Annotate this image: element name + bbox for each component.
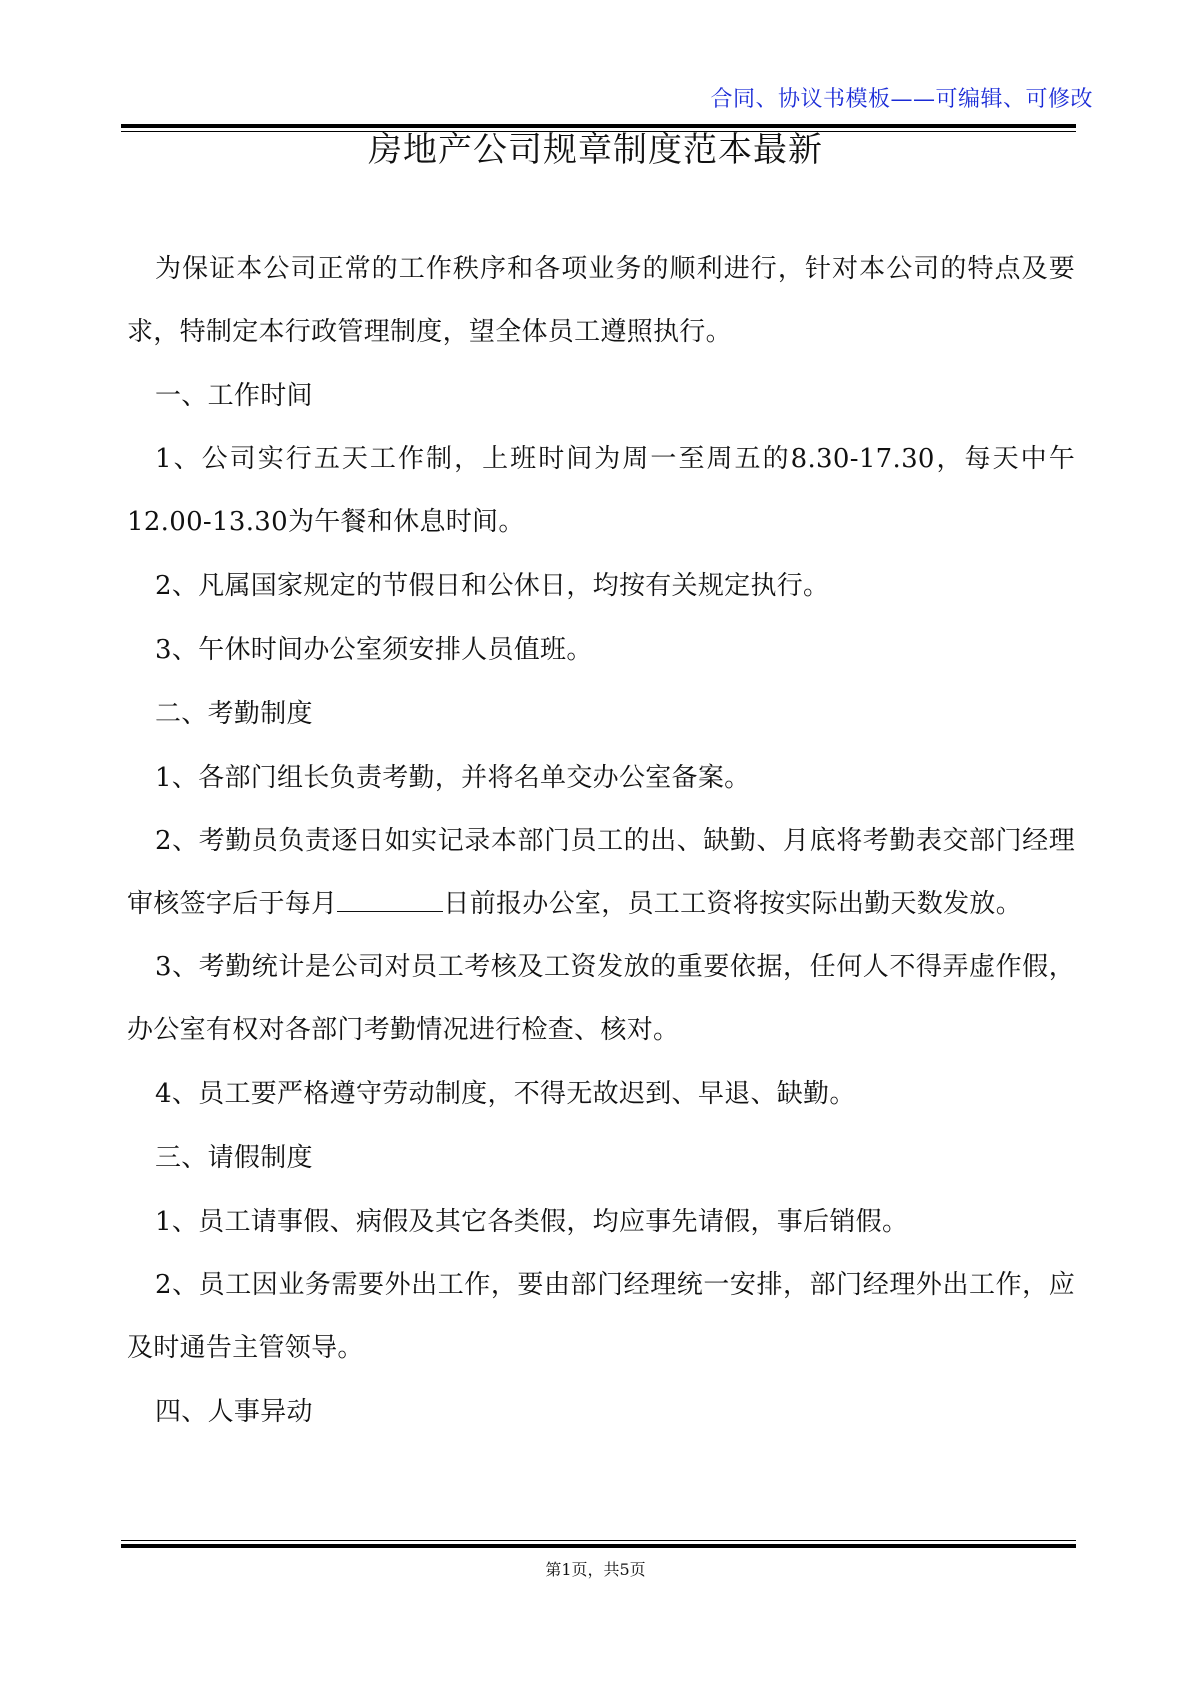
section-heading-leave: 三、请假制度: [155, 1143, 313, 1173]
paragraph-attendance-1: 1、各部门组长负责考勤，并将名单交办公室备案。: [155, 763, 751, 793]
section-heading-personnel: 四、人事异动: [155, 1397, 313, 1427]
paragraph-leave-1: 1、员工请事假、病假及其它各类假，均应事先请假，事后销假。: [155, 1207, 909, 1237]
fill-in-blank: [337, 887, 443, 912]
paragraph-attendance-2: [127, 810, 1075, 936]
paragraph-attendance-2-after: 日前报办公室，员工工资将按实际出勤天数发放。: [443, 889, 1023, 919]
paragraph-attendance-4: 4、员工要严格遵守劳动制度，不得无故迟到、早退、缺勤。: [155, 1079, 856, 1109]
paragraph-work-schedule: 1、公司实行五天工作制，上班时间为周一至周五的8.30-17.30，每天中午12.00-13.30为午餐和休息时间。: [127, 444, 1075, 537]
bottom-rule: [121, 1540, 1076, 1548]
header-note: 合同、协议书模板——可编辑、可修改: [710, 87, 1093, 112]
paragraph-duty: 3、午休时间办公室须安排人员值班。: [155, 635, 593, 665]
section-heading-work-time: 一、工作时间: [155, 381, 313, 411]
paragraph-intro: 为保证本公司正常的工作秩序和各项业务的顺利进行，针对本公司的特点及要求，特制定本行政管理制度，望全体员工遵照执行。: [127, 254, 1075, 347]
paragraph-attendance-2-before: 2、考勤员负责逐日如实记录本部门员工的出、缺勤、月底将考勤表交部门经理审核签字后于每月: [127, 826, 1075, 919]
paragraph-leave-2: 2、员工因业务需要外出工作，要由部门经理统一安排，部门经理外出工作，应及时通告主管领导。: [127, 1270, 1075, 1363]
paragraph-holidays: 2、凡属国家规定的节假日和公休日，均按有关规定执行。: [155, 571, 830, 601]
paragraph-attendance-3: 3、考勤统计是公司对员工考核及工资发放的重要依据，任何人不得弄虚作假，办公室有权对各部门考勤情况进行检查、核对。: [127, 952, 1075, 1045]
document-body: [127, 254, 1075, 1460]
page-footer: 第1页，共5页: [545, 1560, 646, 1579]
document-title: 房地产公司规章制度范本最新: [368, 130, 823, 170]
section-heading-attendance: 二、考勤制度: [155, 699, 313, 729]
